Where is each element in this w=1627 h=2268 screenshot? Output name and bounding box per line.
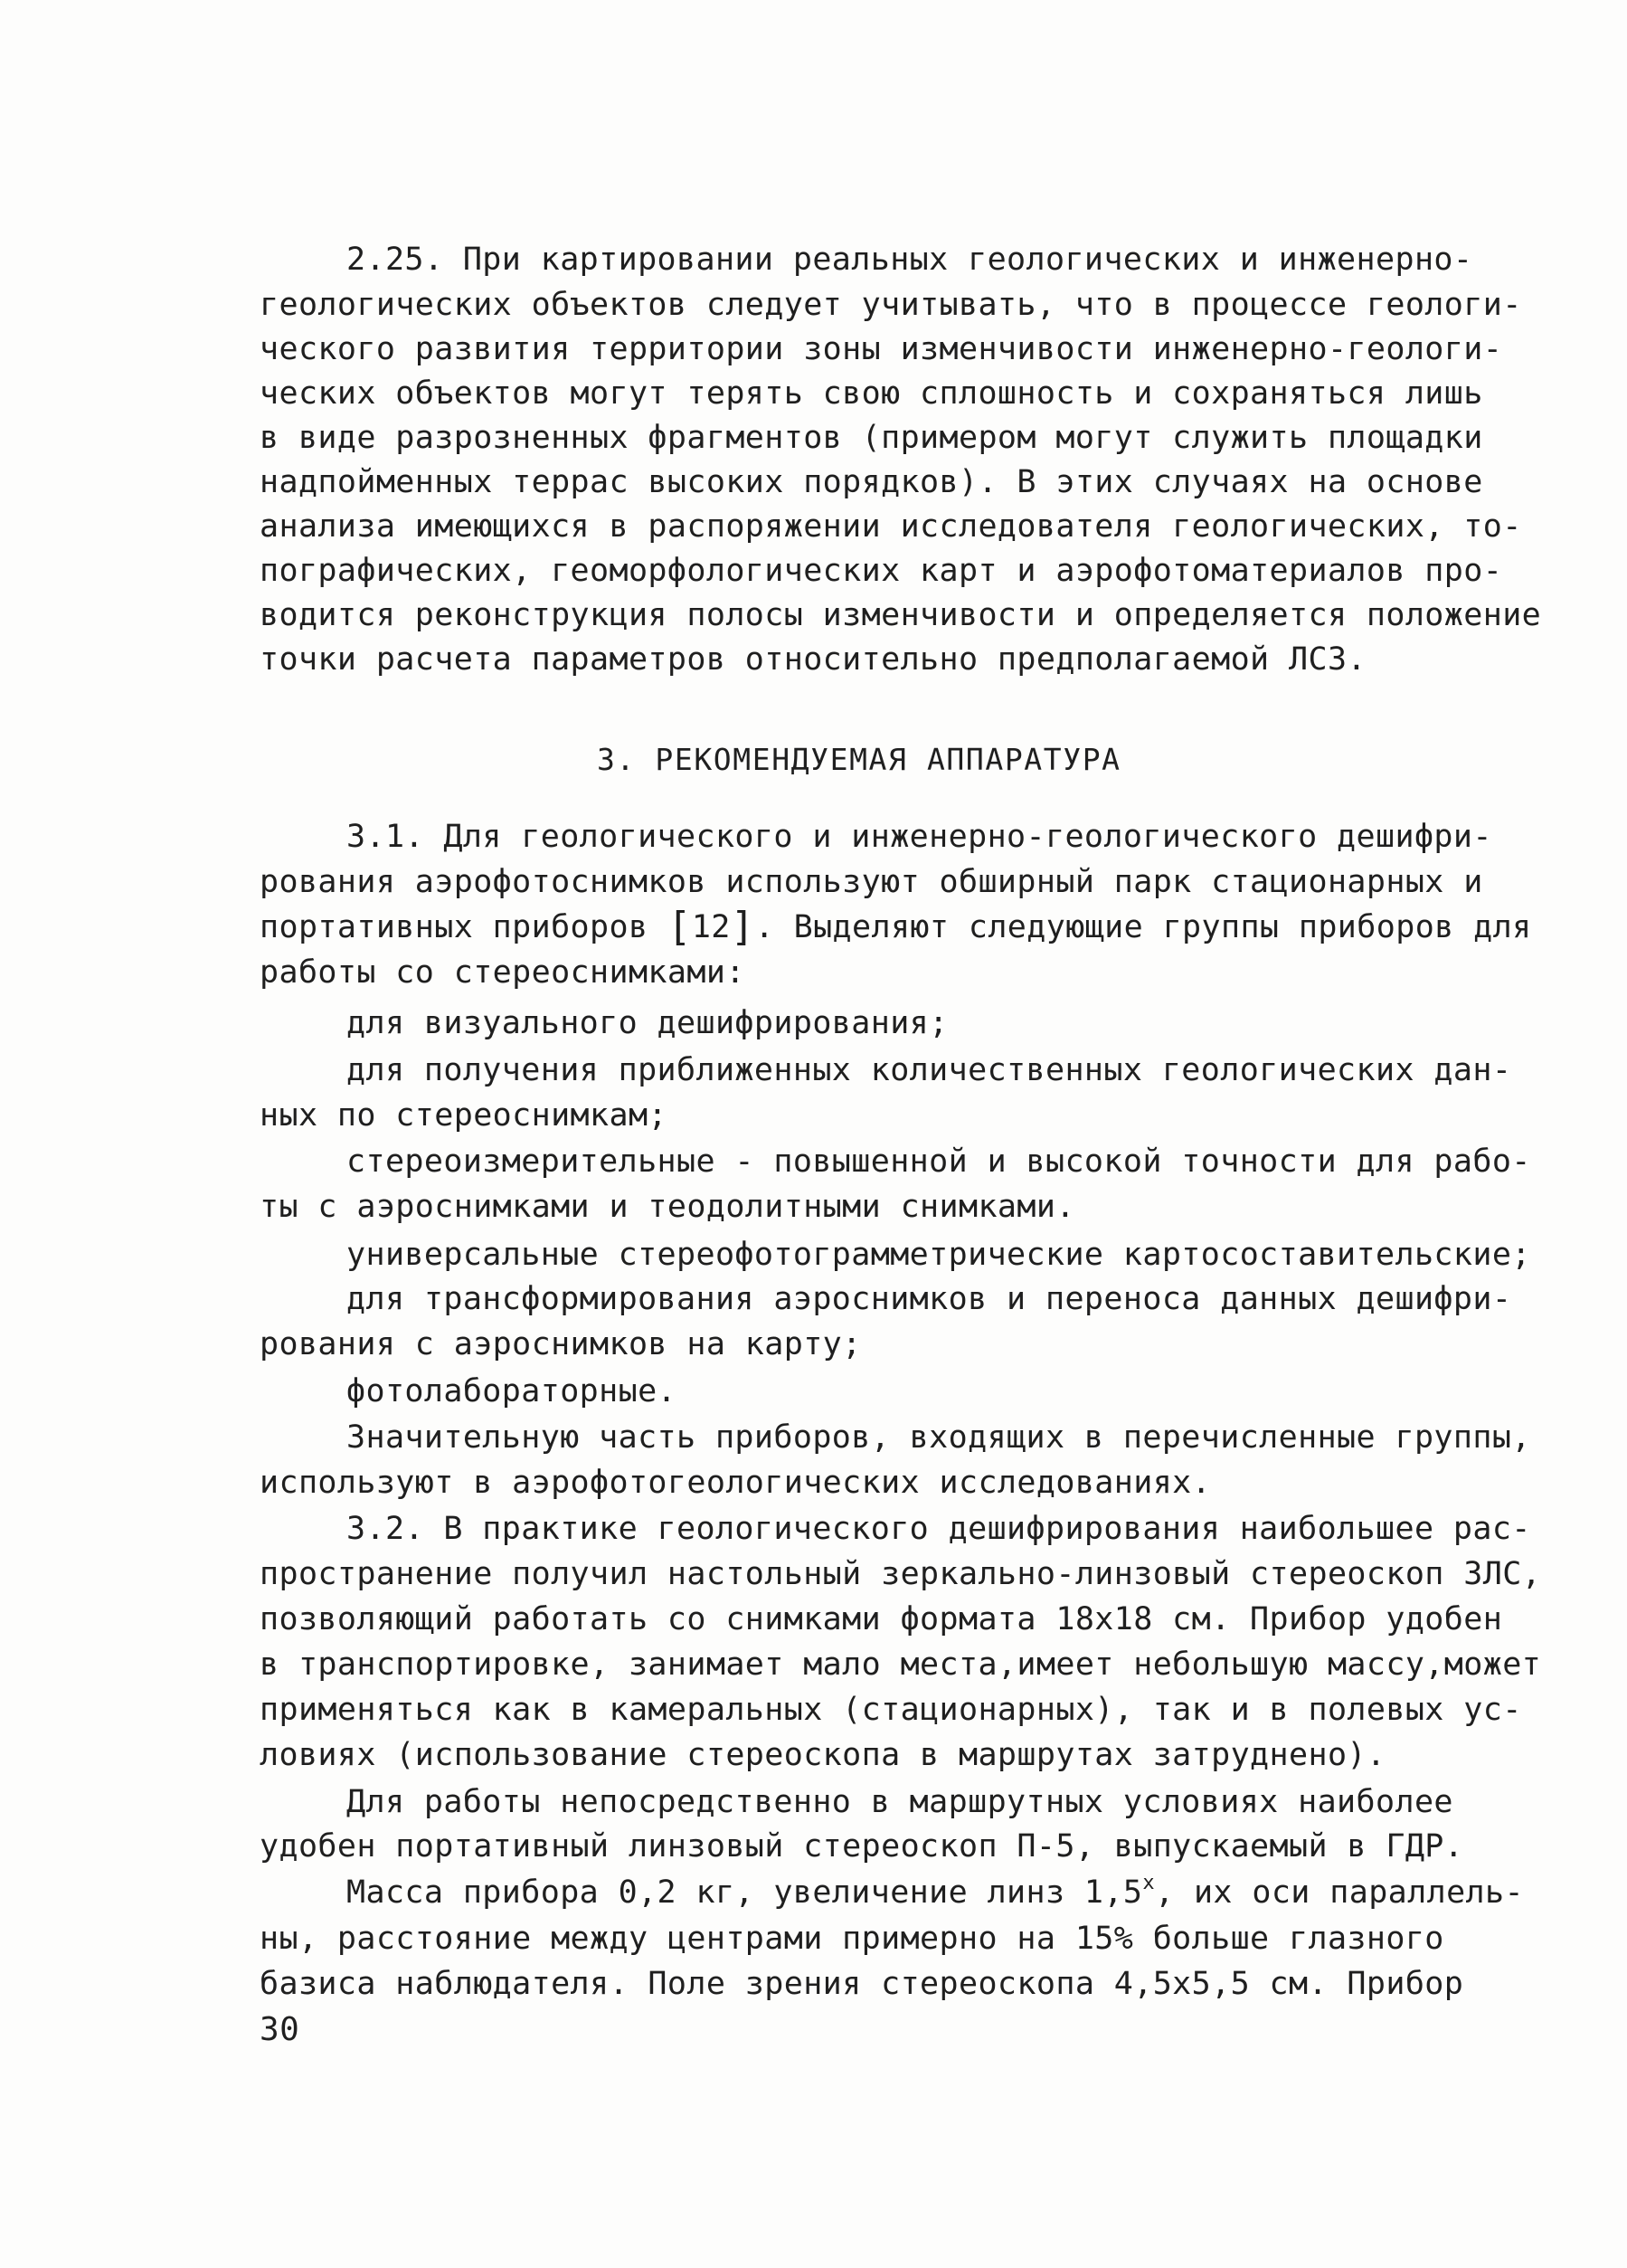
text-line: ческих объектов могут терять свою сплошность и сохраняться лишь [260, 375, 1483, 412]
page-number: 30 [260, 2011, 300, 2048]
text-line: удобен портативный линзовый стереоскоп П-5, выпускаемый в ГДР. [260, 1828, 1464, 1865]
text-fragment: . Выделяют следующие группы приборов для [754, 909, 1532, 945]
text-line: в виде разрозненных фрагментов (примером могут служить площадки [260, 420, 1483, 456]
text-line: Для работы непосредственно в маршрутных условиях наиболее [346, 1784, 1453, 1820]
text-line: ных по стереоснимкам; [260, 1097, 667, 1134]
list-item: фотолабораторные. [346, 1373, 677, 1409]
text-line: 3.1. Для геологического и инженерно-геологического дешифри- [346, 819, 1492, 855]
text-line: ты с аэроснимками и теодолитными снимками. [260, 1189, 1075, 1225]
text-line: пографических, геоморфологических карт и аэрофотоматериалов про- [260, 553, 1503, 589]
text-line: надпойменных террас высоких порядков). В этих случаях на основе [260, 464, 1483, 500]
text-line: ны, расстояние между центрами примерно на 15% больше глазного [260, 1921, 1444, 1957]
section-heading: 3. РЕКОМЕНДУЕМАЯ АППАРАТУРА [597, 742, 1121, 777]
text-line: позволяющий работать со снимками формата 18х18 см. Прибор удобен [260, 1601, 1503, 1637]
text-line: пространение получил настольный зеркально-линзовый стереоскоп ЗЛС, [260, 1556, 1542, 1592]
list-item: для визуального дешифрирования; [346, 1005, 949, 1041]
text-line: 2.25. При картировании реальных геологических и инженерно- [346, 242, 1473, 278]
text-fragment: портативных приборов [260, 909, 648, 945]
text-line: Значительную часть приборов, входящих в перечисленные группы, [346, 1419, 1531, 1456]
text-line [260, 904, 1532, 951]
list-item: для получения приближенных количественных геологических дан- [346, 1052, 1512, 1088]
list-item: для трансформирования аэроснимков и переноса данных дешифри- [346, 1281, 1512, 1317]
reference-close-bracket: ] [730, 904, 755, 950]
text-line: базиса наблюдателя. Поле зрения стереоскопа 4,5х5,5 см. Прибор [260, 1966, 1464, 2002]
text-line: точки расчета параметров относительно предполагаемой ЛСЗ. [260, 641, 1367, 678]
text-line: геологических объектов следует учитывать, что в процессе геологи- [260, 287, 1522, 323]
reference-open-bracket: [ [667, 904, 692, 950]
text-line: работы со стереоснимками: [260, 954, 745, 991]
text-line: в транспортировке, занимает мало места,имеет небольшую массу,может [260, 1646, 1542, 1683]
text-line: рования с аэроснимков на карту; [260, 1326, 862, 1362]
text-line: анализа имеющихся в распоряжении исследователя геологических, то- [260, 508, 1522, 545]
superscript: х [1142, 1872, 1155, 1895]
text-line [346, 1873, 1524, 1916]
reference-number: 12 [691, 909, 731, 945]
text-fragment: Масса прибора 0,2 кг, увеличение линз 1,5 [346, 1874, 1143, 1911]
text-line: 3.2. В практике геологического дешифрирования наибольшее рас- [346, 1511, 1531, 1547]
text-line: ловиях (использование стереоскопа в маршрутах затруднено). [260, 1737, 1386, 1773]
text-line: водится реконструкция полосы изменчивости и определяется положение [260, 597, 1542, 633]
list-item: универсальные стереофотограмметрические картосоставительские; [346, 1237, 1531, 1273]
list-item: стереоизмерительные - повышенной и высокой точности для рабо- [346, 1143, 1531, 1180]
text-fragment: , их оси параллель- [1155, 1874, 1524, 1911]
text-line: применяться как в камеральных (стационарных), так и в полевых ус- [260, 1692, 1522, 1728]
text-line: используют в аэрофотогеологических исследованиях. [260, 1465, 1212, 1501]
text-line: рования аэрофотоснимков используют обширный парк стационарных и [260, 864, 1483, 900]
text-line: ческого развития территории зоны изменчивости инженерно-геологи- [260, 331, 1503, 367]
